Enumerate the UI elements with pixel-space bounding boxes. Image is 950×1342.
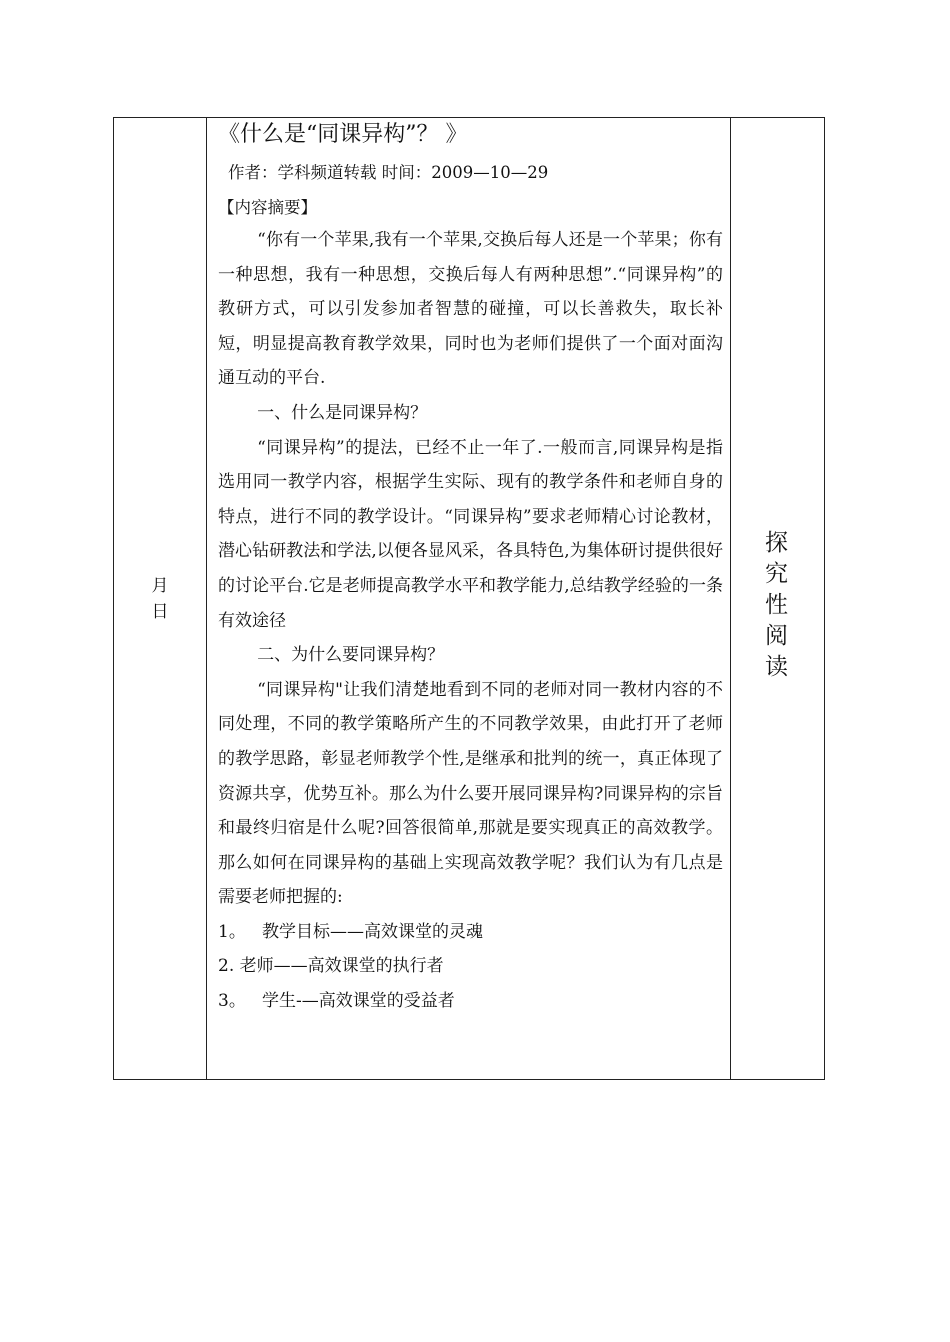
list-item: 2. 老师——高效课堂的执行者 (218, 956, 444, 977)
article-byline: 作者：学科频道转载 时间：2009—10—29 (228, 163, 549, 182)
abstract-heading: 【内容摘要】 (218, 198, 317, 217)
document-table (113, 117, 825, 1080)
date-label: 月 日 (151, 576, 169, 622)
section-heading-2: 二、为什么要同课异构？ (257, 645, 445, 666)
paragraph-why: “同课异构"让我们清楚地看到不同的老师对同一教材内容的不同处理，不同的教学策略所产生的不同教学效果，由此打开了老师的教学思路，彰显老师教学个性,是继承和批判的统一，真正体现了资源共享，优势互补。那么为什么要开展同课异构?同课异构的宗旨和最终归宿是什么呢?回答很简单,那就是要实现真正的高效教学。那么如何在同课异构的基础上实现高效教学呢？我们认为有几点是需要老师把握的: (218, 679, 723, 908)
paragraph-definition: “同课异构”的提法，已经不止一年了.一般而言,同课异构是指选用同一教学内容，根据学生实际、现有的教学条件和老师自身的特点，进行不同的教学设计。“同课异构”要求老师精心讨论教材，潜心钻研教法和学法,以便各显风采，各具特色,为集体研讨提供很好的讨论平台.它是老师提高教学水平和教学能力,总结教学经验的一条有效途径 (218, 437, 723, 631)
list-item: 1。 教学目标——高效课堂的灵魂 (218, 921, 484, 942)
paragraph-intro: “你有一个苹果,我有一个苹果,交换后每人还是一个苹果；你有一种思想，我有一种思想，交换后每人有两种思想”.“同课异构”的教研方式，可以引发参加者智慧的碰撞，可以长善救失，取长补短，明显提高教育教学效果，同时也为老师们提供了一个面对面沟通互动的平台. (218, 230, 723, 389)
date-cell (114, 118, 206, 1079)
article-title: 《什么是“同课异构”？ 》 (218, 122, 468, 147)
category-label: 探 究 性 阅 读 (765, 530, 788, 680)
column-divider-left (206, 118, 207, 1079)
article-body (218, 223, 723, 1019)
section-heading-1: 一、什么是同课异构？ (257, 402, 428, 423)
category-cell (729, 118, 824, 1079)
list-item: 3。 学生-—高效课堂的受益者 (218, 991, 455, 1012)
